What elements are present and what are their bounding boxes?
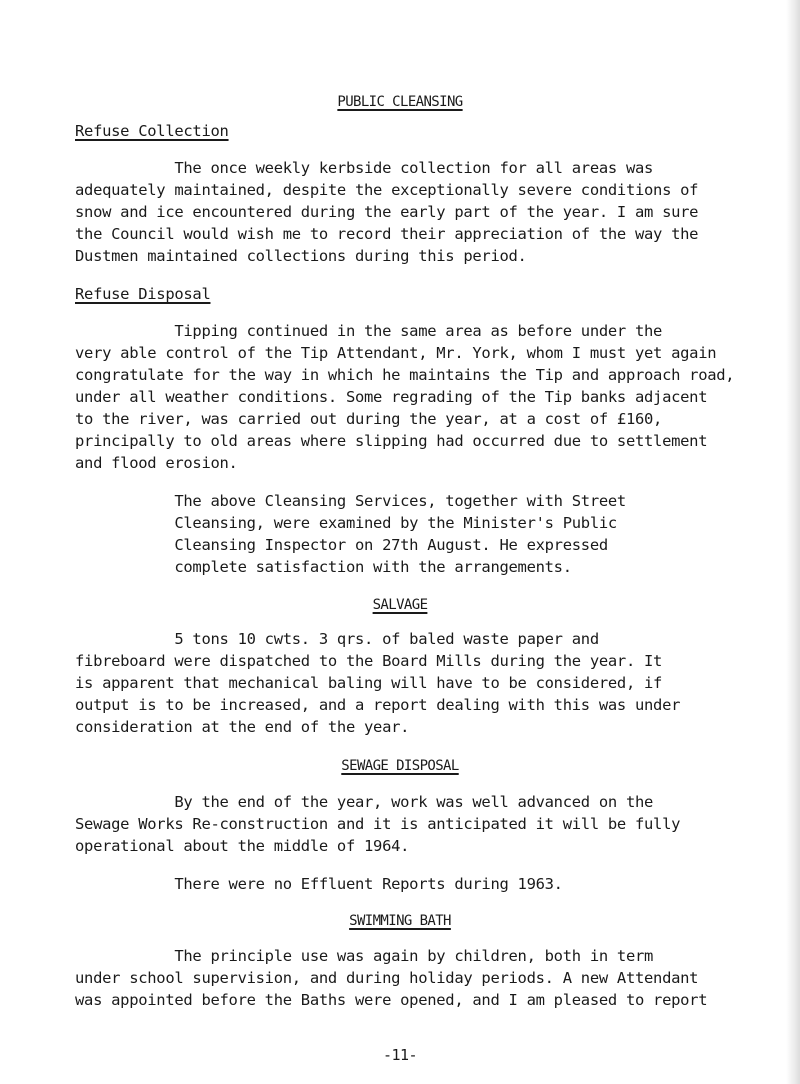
paragraph-line: Sewage Works Re-construction and it is anticipated it will be fully [75,815,681,833]
section-heading-swimming-bath: SWIMMING BATH [349,913,451,929]
paragraph-line: The principle use was again by children, both in term [75,947,654,965]
paragraph-line: adequately maintained, despite the exceptionally severe conditions of [75,181,699,199]
page-number: -11- [382,1046,418,1064]
paragraph-line: There were no Effluent Reports during 1963. [75,875,563,893]
section-heading-refuse-disposal: Refuse Disposal [75,285,211,303]
paragraph-line: Cleansing, were examined by the Minister's Public [75,514,617,532]
paragraph-line: Tipping continued in the same area as before under the [75,322,663,340]
paragraph-line: Cleansing Inspector on 27th August. He expressed [75,536,608,554]
paragraph-line: 5 tons 10 cwts. 3 qrs. of baled waste paper and [75,630,599,648]
paragraph-line: to the river, was carried out during the year, at a cost of £160, [75,410,663,428]
paragraph-line: consideration at the end of the year. [75,718,410,736]
paragraph-line: congratulate for the way in which he maintains the Tip and approach road, [75,366,735,384]
paragraph-line: Dustmen maintained collections during this period. [75,247,527,265]
paragraph-line: The above Cleansing Services, together with Street [75,492,626,510]
paragraph-line: By the end of the year, work was well advanced on the [75,793,654,811]
paragraph-line: snow and ice encountered during the early part of the year. I am sure [75,203,699,221]
paragraph-line: under school supervision, and during holiday periods. A new Attendant [75,969,699,987]
paragraph-line: under all weather conditions. Some regrading of the Tip banks adjacent [75,388,708,406]
paragraph-line: the Council would wish me to record their appreciation of the way the [75,225,699,243]
paragraph-line: was appointed before the Baths were opened, and I am pleased to report [75,991,708,1009]
paragraph-line: fibreboard were dispatched to the Board Mills during the year. It [75,652,663,670]
paragraph-line: and flood erosion. [75,454,238,472]
paragraph-line: complete satisfaction with the arrangements. [75,558,572,576]
page-title: PUBLIC CLEANSING [337,94,463,110]
paragraph-line: very able control of the Tip Attendant, Mr. York, whom I must yet again [75,344,717,362]
section-heading-salvage: SALVAGE [372,597,428,613]
paragraph-line: is apparent that mechanical baling will have to be considered, if [75,674,663,692]
section-heading-sewage-disposal: SEWAGE DISPOSAL [341,758,459,774]
paragraph-line: The once weekly kerbside collection for all areas was [75,159,654,177]
section-heading-refuse-collection: Refuse Collection [75,122,229,140]
paragraph-line: output is to be increased, and a report dealing with this was under [75,696,681,714]
paragraph-line: operational about the middle of 1964. [75,837,410,855]
paragraph-line: principally to old areas where slipping had occurred due to settlement [75,432,708,450]
